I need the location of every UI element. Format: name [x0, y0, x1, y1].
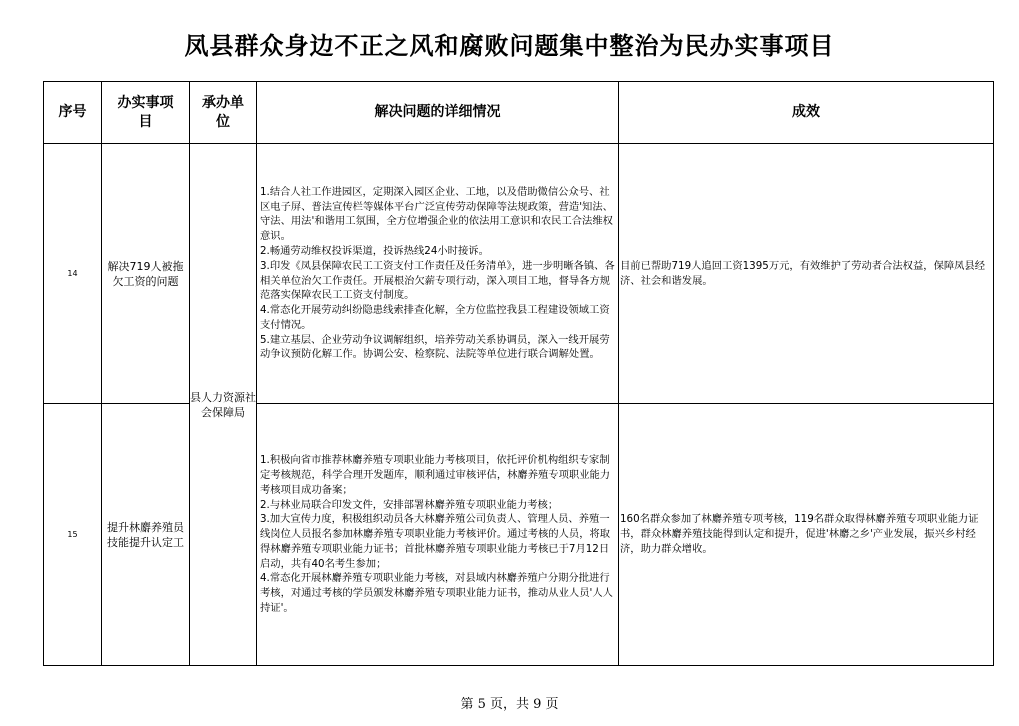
table-header-row — [44, 82, 994, 144]
project-table — [43, 81, 994, 666]
table-row — [44, 144, 994, 404]
detail-paragraph: 3.印发《凤县保障农民工工资支付工作责任及任务清单》，进一步明晰各镇、各相关单位治欠工作责任。开展根治欠薪专项行动，深入项目工地，督导各方规范落实保障农民工工资支付制度。 — [260, 259, 615, 302]
page-footer: 第 5 页，共 9 页 — [460, 697, 559, 712]
header-unit: 承办单位 — [190, 82, 257, 144]
detail-paragraph: 1.积极向省市推荐林麝养殖专项职业能力考核项目，依托评价机构组织专家制定考核规范，科学合理开发题库，顺利通过审核评估，林麝养殖专项职业能力考核项目成功备案； — [260, 454, 611, 496]
project-name: 解决719人被拖欠工资的问题 — [102, 144, 190, 404]
project-name: 提升林麝养殖员技能提升认定工 — [102, 404, 190, 666]
detail-paragraph: 2.畅通劳动维权投诉渠道，投诉热线24小时接诉。 — [260, 244, 489, 257]
row-number: 15 — [44, 404, 102, 666]
detail-paragraph: 4.常态化开展林麝养殖专项职业能力考核，对县域内林麝养殖户分期分批进行考核，对通过考核的学员颁发林麝养殖专项职业能力证书，推动从业人员'人人持证'。 — [260, 572, 613, 615]
detail-paragraph: 3.加大宣传力度，积极组织动员各大林麝养殖公司负责人、管理人员、养殖一线岗位人员报名参加林麝养殖专项职业能力考核评价。通过考核的人员，将取得林麝养殖专项职业能力证书；首批林麝养殖专项职业能力考核已于7月12日启动，共有40名考生参加； — [260, 513, 611, 570]
table-row — [44, 404, 994, 666]
header-item: 办实事项目 — [102, 82, 190, 144]
effect-cell: 160名群众参加了林麝养殖专项考核，119名群众取得林麝养殖专项职业能力证书，群众林麝养殖技能得到认定和提升，促进'林麝之乡'产业发展，振兴乡村经济，助力群众增收。 — [619, 404, 994, 666]
detail-paragraph: 4.常态化开展劳动纠纷隐患线索排查化解，全方位监控我县工程建设领域工资支付情况。 — [260, 304, 610, 331]
header-effect: 成效 — [619, 82, 994, 144]
document-title: 凤县群众身边不正之风和腐败问题集中整治为民办实事项目 — [184, 31, 835, 60]
detail-cell — [257, 144, 619, 404]
effect-cell: 目前已帮助719人追回工资1395万元，有效维护了劳动者合法权益，保障凤县经济、社会和谐发展。 — [619, 144, 994, 404]
detail-paragraph: 1.结合人社工作进园区，定期深入园区企业、工地，以及借助微信公众号、社区电子屏、普法宣传栏等媒体平台广泛宣传劳动保障等法规政策，营造'知法、守法、用法'和谐用工氛围，全方位增强企业的依法用工意识和农民工合法维权意识。 — [260, 185, 613, 243]
detail-paragraph: 5.建立基层、企业劳动争议调解组织，培养劳动关系协调员，深入一线开展劳动争议预防化解工作。协调公安、检察院、法院等单位进行联合调解处置。 — [260, 333, 610, 361]
header-details: 解决问题的详细情况 — [257, 82, 619, 144]
responsible-unit: 县人力资源社会保障局 — [190, 144, 257, 666]
detail-cell — [257, 404, 619, 666]
detail-paragraph: 2.与林业局联合印发文件，安排部署林麝养殖专项职业能力考核； — [260, 498, 559, 511]
row-number: 14 — [44, 144, 102, 404]
header-seq: 序号 — [44, 82, 102, 144]
